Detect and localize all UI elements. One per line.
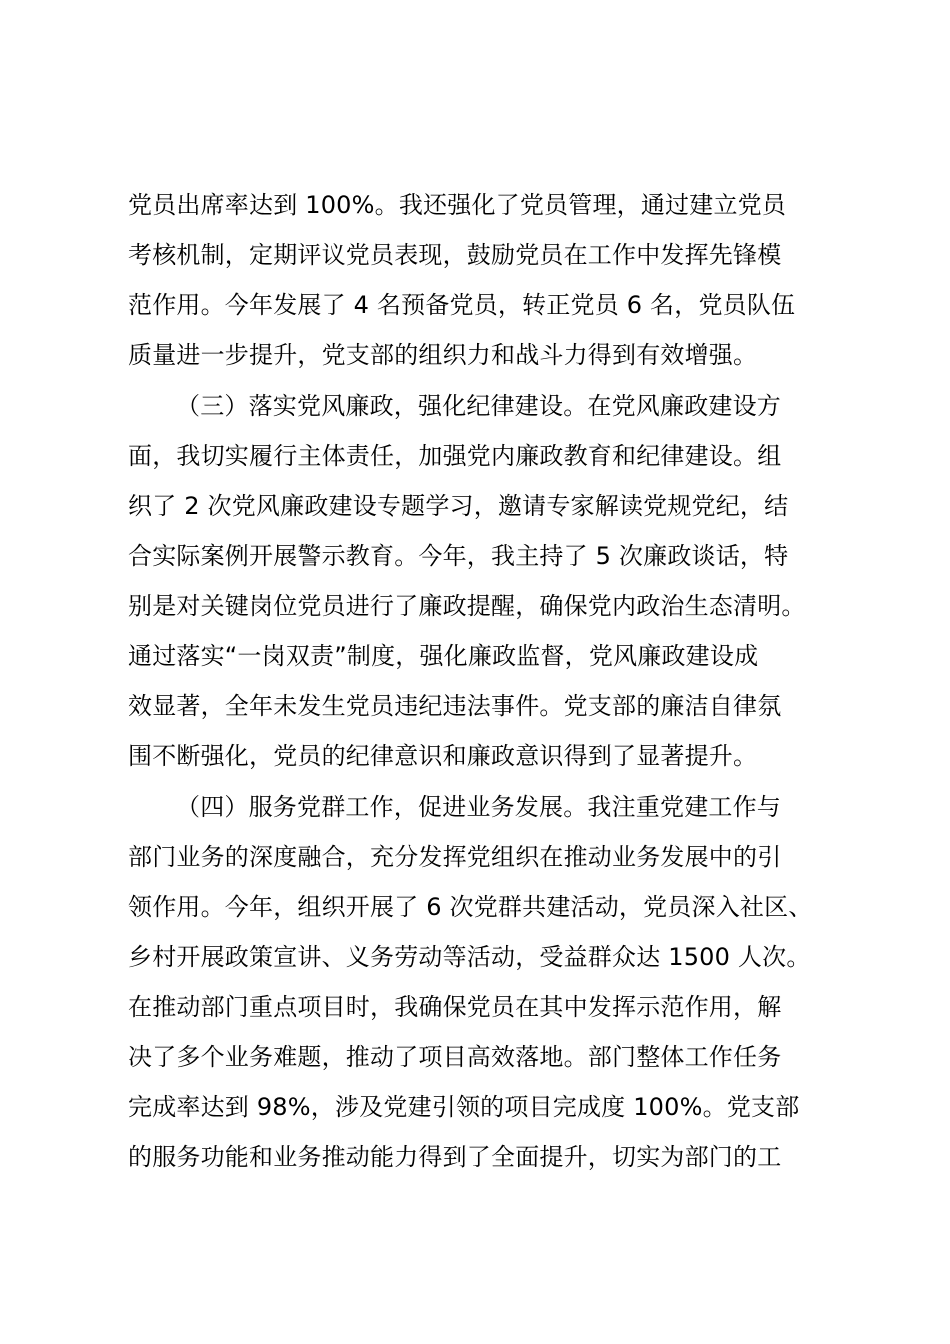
text-line: 决了多个业务难题，推动了项目高效落地。部门整体工作任务 <box>128 1043 782 1071</box>
text-line: 的服务功能和业务推动能力得到了全面提升，切实为部门的工 <box>128 1143 782 1171</box>
text-line: 领作用。今年，组织开展了 6 次党群共建活动，党员深入社区、 <box>128 893 813 921</box>
text-line: 织了 2 次党风廉政建设专题学习，邀请专家解读党规党纪，结 <box>128 492 789 520</box>
section-heading-line: （四）服务党群工作，促进业务发展。我注重党建工作与 <box>176 793 781 821</box>
text-line: 考核机制，定期评议党员表现，鼓励党员在工作中发挥先锋模 <box>128 241 782 269</box>
text-line: 效显著，全年未发生党员违纪违法事件。党支部的廉洁自律氛 <box>128 692 782 720</box>
text-line: 党员出席率达到 100%。我还强化了党员管理，通过建立党员 <box>128 191 787 219</box>
text-line: 质量进一步提升，党支部的组织力和战斗力得到有效增强。 <box>128 341 758 369</box>
section-heading-line: （三）落实党风廉政，强化纪律建设。在党风廉政建设方 <box>176 392 781 420</box>
text-line: 围不断强化，党员的纪律意识和廉政意识得到了显著提升。 <box>128 742 758 770</box>
text-line: 通过落实“一岗双责”制度，强化廉政监督，党风廉政建设成 <box>128 642 759 670</box>
text-line: 范作用。今年发展了 4 名预备党员，转正党员 6 名，党员队伍 <box>128 291 796 319</box>
text-line: 合实际案例开展警示教育。今年，我主持了 5 次廉政谈话，特 <box>128 542 789 570</box>
text-line: 面，我切实履行主体责任，加强党内廉政教育和纪律建设。组 <box>128 442 782 470</box>
text-line: 别是对关键岗位党员进行了廉政提醒，确保党内政治生态清明。 <box>128 592 806 620</box>
text-line: 乡村开展政策宣讲、义务劳动等活动，受益群众达 1500 人次。 <box>128 943 811 971</box>
text-line: 部门业务的深度融合，充分发挥党组织在推动业务发展中的引 <box>128 843 782 871</box>
text-line: 完成率达到 98%，涉及党建引领的项目完成度 100%。党支部 <box>128 1093 800 1121</box>
text-line: 在推动部门重点项目时，我确保党员在其中发挥示范作用，解 <box>128 993 782 1021</box>
